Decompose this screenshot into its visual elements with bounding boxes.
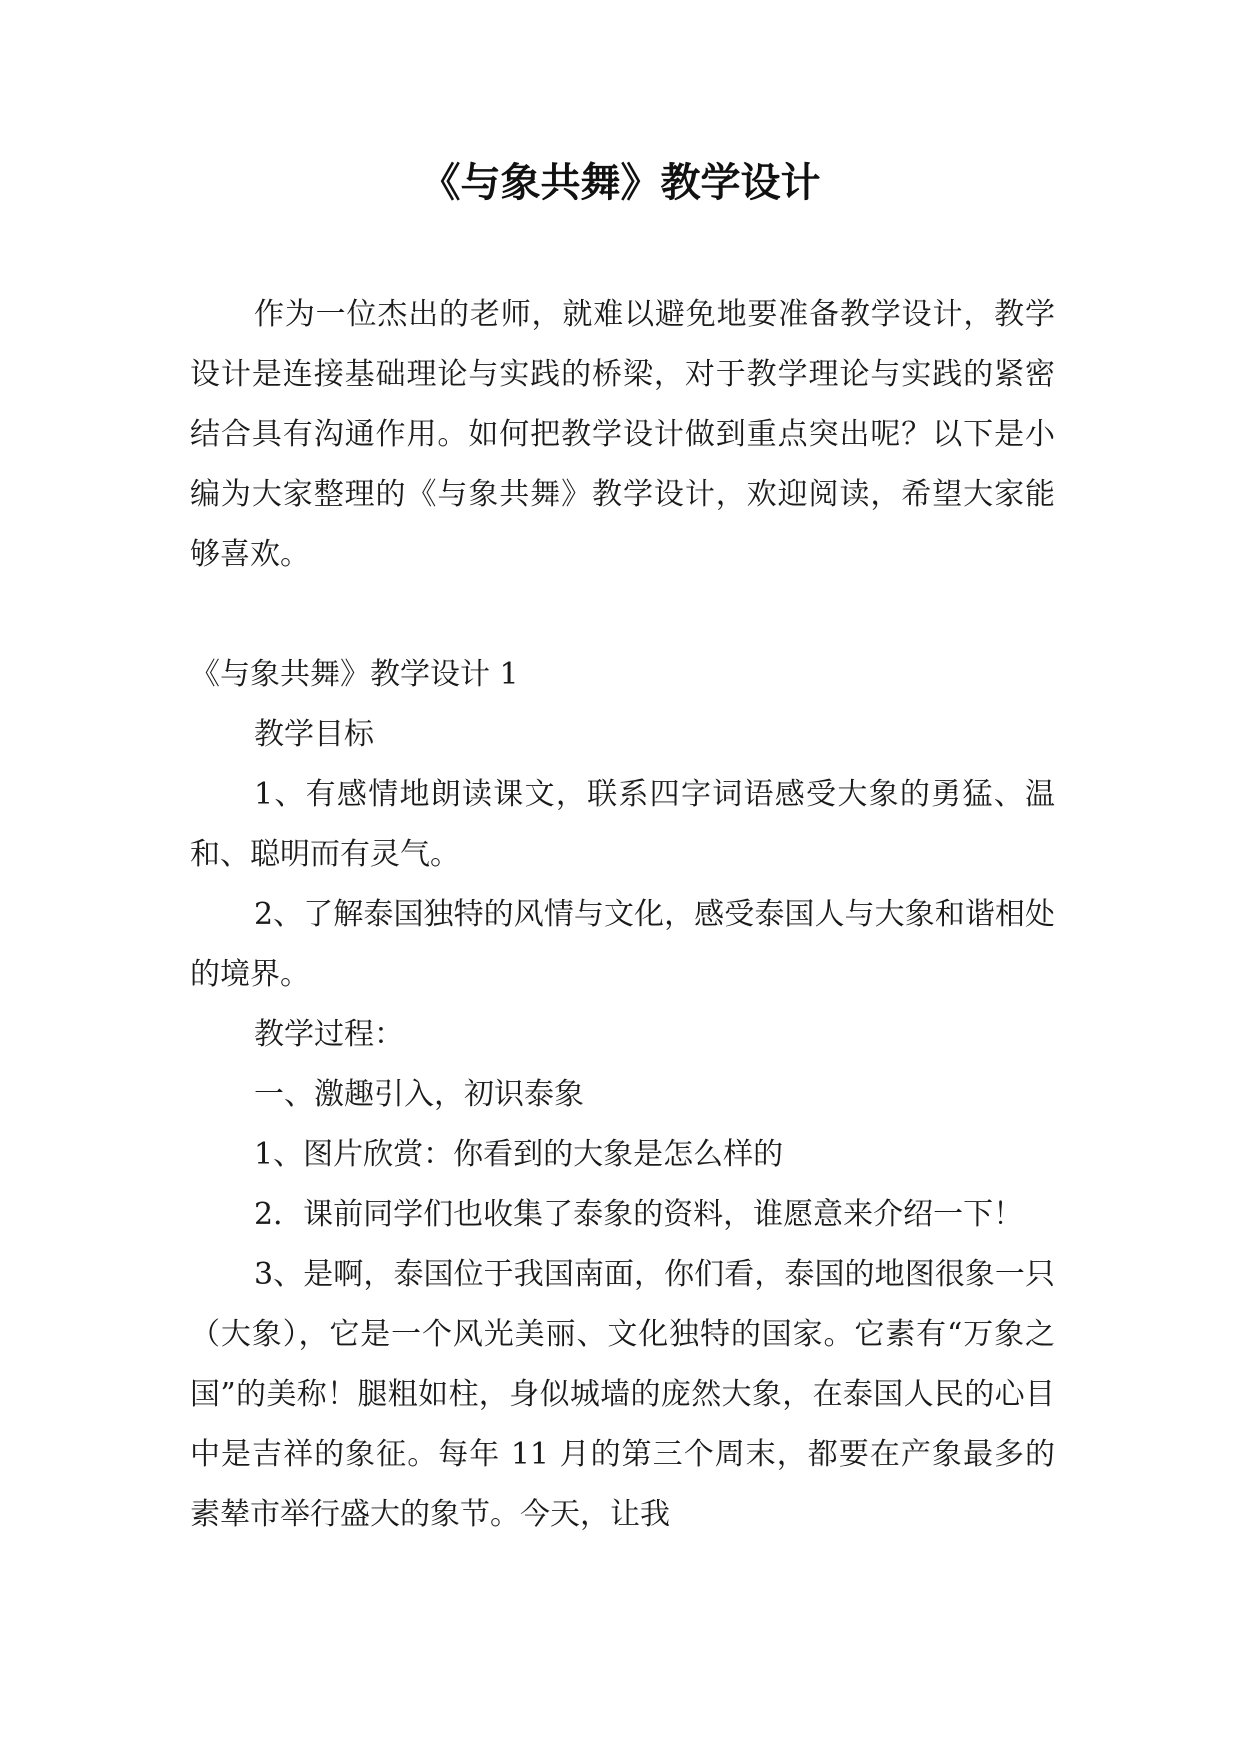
paragraph-step-heading: 一、激趣引入，初识泰象 xyxy=(254,1077,584,1112)
paragraph-step-2: 2．课前同学们也收集了泰象的资料，谁愿意来介绍一下！ xyxy=(254,1197,1024,1232)
paragraph-objective-1: 1、有感情地朗读课文，联系四字词语感受大象的勇猛、温和、聪明而有灵气。 xyxy=(190,777,1055,872)
intro-paragraph: 作为一位杰出的老师，就难以避免地要准备教学设计，教学设计是连接基础理论与实践的桥梁，对于教学理论与实践的紧密结合具有沟通作用。如何把教学设计做到重点突出呢？以下是小编为大家整理的《与象共舞》教学设计，欢迎阅读，希望大家能够喜欢。 xyxy=(190,297,1055,572)
paragraph-objectives-heading: 教学目标 xyxy=(254,717,374,752)
paragraph-objective-2: 2、了解泰国独特的风情与文化，感受泰国人与大象和谐相处的境界。 xyxy=(190,897,1055,992)
document-body xyxy=(190,285,1055,1545)
paragraph-step-1: 1、图片欣赏：你看到的大象是怎么样的 xyxy=(254,1137,784,1172)
document-title: 《与象共舞》教学设计 xyxy=(420,160,821,206)
section-heading: 《与象共舞》教学设计 1 xyxy=(190,657,519,692)
paragraph-step-3: 3、是啊，泰国位于我国南面，你们看，泰国的地图很象一只（大象），它是一个风光美丽、文化独特的国家。它素有“万象之国”的美称！腿粗如柱，身似城墙的庞然大象，在泰国人民的心目中是吉祥的象征。每年 11 月的第三个周末，都要在产象最多的素辇市举行盛大的象节。今天，让我 xyxy=(190,1257,1055,1532)
paragraph-spacer xyxy=(190,585,1055,645)
paragraph-process-heading: 教学过程： xyxy=(254,1017,404,1052)
